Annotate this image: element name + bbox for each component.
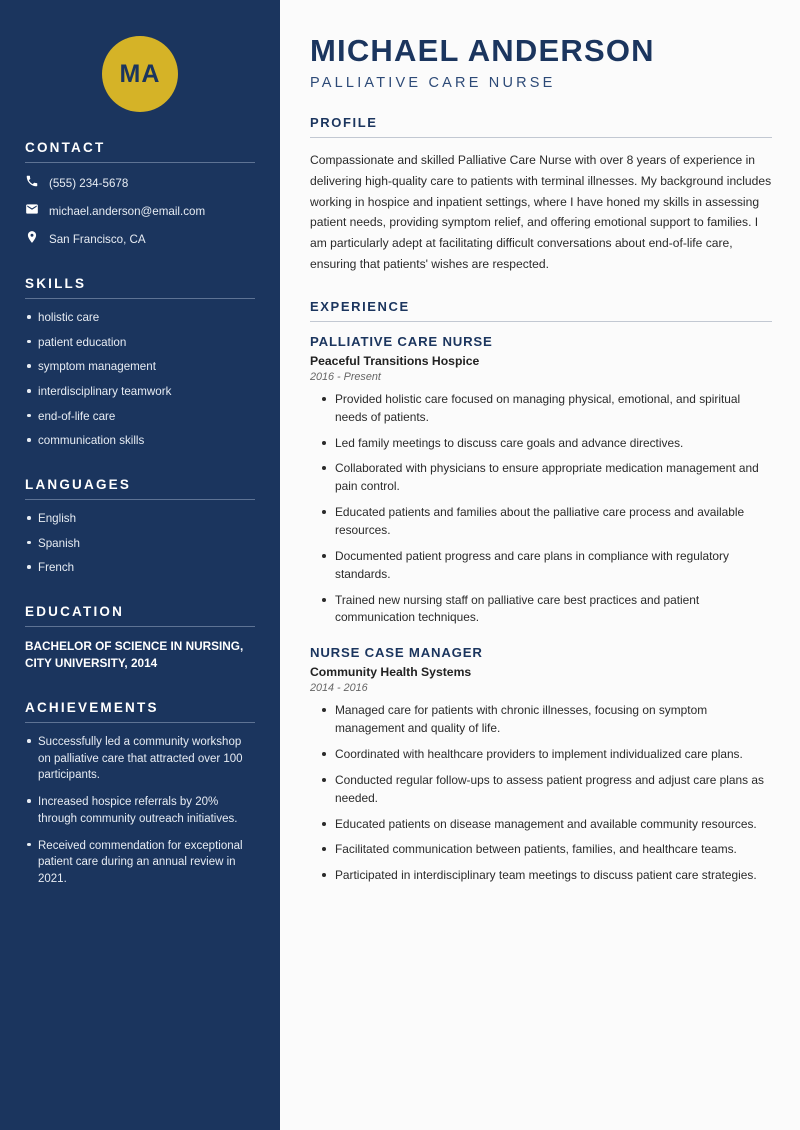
experience-job-title: PALLIATIVE CARE NURSE (310, 333, 493, 349)
languages-section-title: LANGUAGES (25, 477, 255, 500)
sidebar (0, 0, 280, 1130)
education-item: BACHELOR OF SCIENCE IN NURSING, CITY UNIVERSITY, 2014 (25, 638, 244, 671)
main-content (280, 0, 800, 1130)
profile-section (310, 115, 772, 275)
list-item: Trained new nursing staff on palliative care best practices and patient communication techniques. (320, 592, 772, 628)
contact-email-row (25, 202, 255, 220)
skills-section-title: SKILLS (25, 276, 255, 299)
list-item: Educated patients on disease management and available community resources. (320, 816, 772, 834)
achievements-section (25, 700, 255, 887)
list-item: Participated in interdisciplinary team meetings to discuss patient care strategies. (320, 867, 772, 885)
list-item: Managed care for patients with chronic illnesses, focusing on symptom management and quality of life. (320, 702, 772, 738)
list-item: French (25, 560, 255, 576)
list-item: communication skills (25, 433, 255, 449)
list-item: Educated patients and families about the palliative care process and available resources. (320, 504, 772, 540)
education-section (25, 604, 255, 672)
profile-section-title: PROFILE (310, 115, 772, 138)
contact-section-title: CONTACT (25, 140, 255, 163)
list-item: Led family meetings to discuss care goals and advance directives. (320, 435, 772, 453)
location-pin-icon (25, 230, 39, 248)
skills-list (25, 310, 255, 449)
contact-phone-row (25, 174, 255, 192)
experience-company: Community Health Systems (310, 665, 472, 680)
list-item: Facilitated communication between patients, families, and healthcare teams. (320, 841, 772, 859)
experience-entry (310, 334, 772, 627)
languages-list (25, 511, 255, 576)
contact-section (25, 140, 255, 248)
list-item: Documented patient progress and care plans in compliance with regulatory standards. (320, 548, 772, 584)
list-item: Provided holistic care focused on managing physical, emotional, and spiritual needs of patients. (320, 391, 772, 427)
experience-bullets (320, 391, 772, 627)
experience-dates: 2014 - 2016 (310, 682, 368, 695)
contact-location-value: San Francisco, CA (49, 232, 146, 246)
list-item: Spanish (25, 536, 255, 552)
list-item: Received commendation for exceptional patient care during an annual review in 2021. (25, 838, 255, 888)
list-item: patient education (25, 335, 255, 351)
list-item: Increased hospice referrals by 20% through community outreach initiatives. (25, 794, 255, 827)
profile-text: Compassionate and skilled Palliative Care Nurse with over 8 years of experience in delivering high-quality care to patients with terminal illnesses. My background includes working in hospice and inpatient settings, where I have honed my skills in assessing patient needs, providing symptom relief, and offering emotional support to families. I am particularly adept at facilitating difficult conversations about end-of-life care, ensuring that patients' wishes are respected. (310, 153, 772, 272)
contact-phone-value: (555) 234-5678 (49, 176, 129, 190)
contact-location-row (25, 230, 255, 248)
list-item: Coordinated with healthcare providers to implement individualized care plans. (320, 746, 772, 764)
experience-entry (310, 645, 772, 885)
list-item: Collaborated with physicians to ensure appropriate medication management and pain control. (320, 460, 772, 496)
experience-job-title: NURSE CASE MANAGER (310, 645, 483, 661)
list-item: English (25, 511, 255, 527)
experience-section (310, 299, 772, 885)
education-section-title: EDUCATION (25, 604, 255, 627)
list-item: Successfully led a community workshop on palliative care that attracted over 100 participants. (25, 734, 255, 784)
experience-section-title: EXPERIENCE (310, 299, 772, 322)
experience-company: Peaceful Transitions Hospice (310, 353, 480, 368)
phone-icon (25, 174, 39, 192)
skills-section (25, 276, 255, 449)
list-item: end-of-life care (25, 409, 255, 425)
achievements-section-title: ACHIEVEMENTS (25, 700, 255, 723)
envelope-icon (25, 202, 39, 220)
experience-bullets (320, 702, 772, 885)
achievements-list (25, 734, 255, 887)
job-role-subtitle: PALLIATIVE CARE NURSE (310, 75, 556, 92)
avatar: MA (102, 36, 178, 112)
experience-dates: 2016 - Present (310, 370, 381, 383)
languages-section (25, 477, 255, 576)
page-title: MICHAEL ANDERSON (310, 33, 655, 68)
list-item: symptom management (25, 359, 255, 375)
list-item: interdisciplinary teamwork (25, 384, 255, 400)
avatar-wrapper (25, 36, 255, 112)
contact-email-value: michael.anderson@email.com (49, 204, 206, 218)
list-item: holistic care (25, 310, 255, 326)
list-item: Conducted regular follow-ups to assess patient progress and adjust care plans as needed. (320, 772, 772, 808)
